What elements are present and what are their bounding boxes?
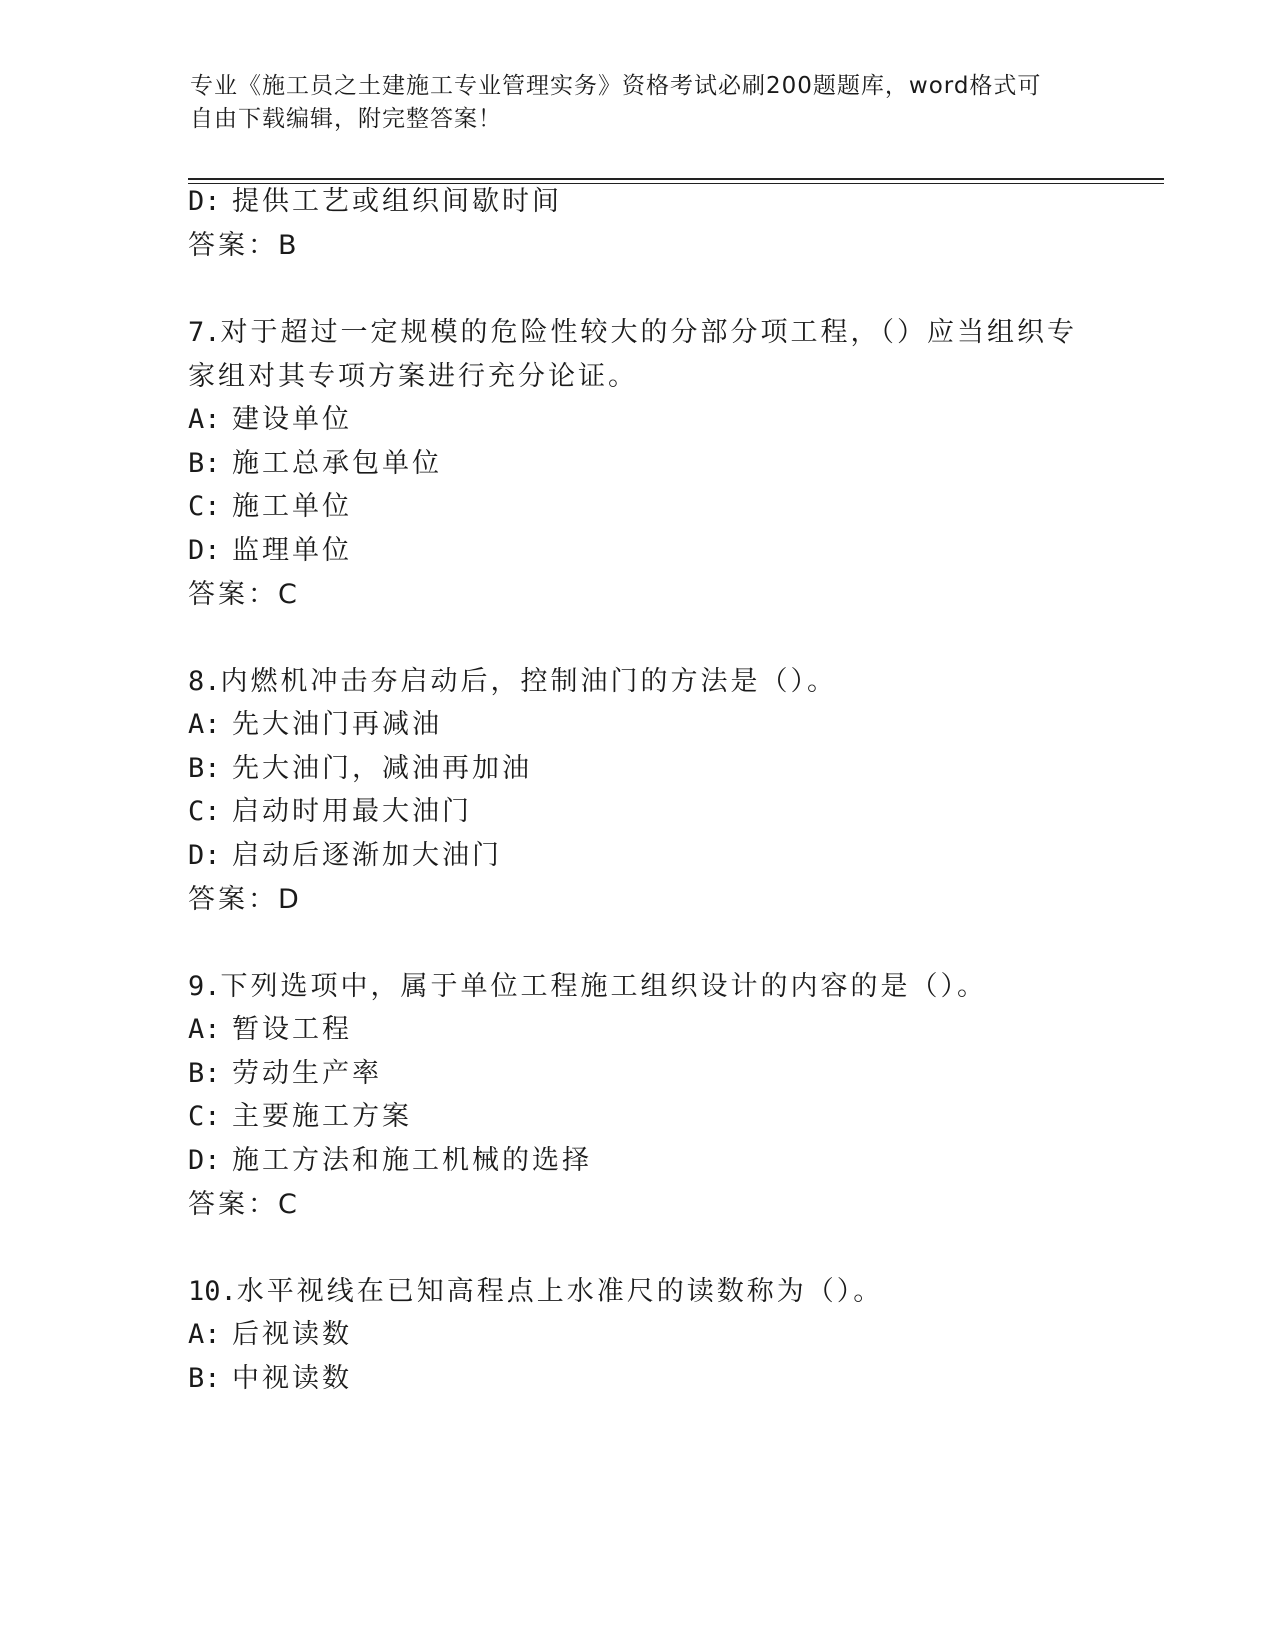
question-number: 10. — [188, 1276, 237, 1307]
option-text: 建设单位 — [232, 404, 352, 435]
option-tag: B: — [188, 1058, 221, 1089]
question-9 — [188, 970, 987, 1004]
question-7-option-d — [188, 534, 352, 568]
option-tag: D: — [188, 535, 221, 566]
option-tag: C: — [188, 491, 221, 522]
option-tag: D: — [188, 186, 221, 217]
header-line-2: 自由下载编辑，附完整答案！ — [190, 106, 502, 132]
header-divider-thick — [188, 178, 1164, 180]
question-7-answer: 答案：C — [188, 579, 300, 610]
option-tag: D: — [188, 1145, 221, 1176]
question-10-option-b — [188, 1362, 352, 1396]
header-divider-thin — [188, 183, 1164, 184]
option-tag: B: — [188, 1363, 221, 1394]
question-7-line-1 — [188, 316, 1077, 350]
option-text: 施工方法和施工机械的选择 — [232, 1145, 592, 1176]
option-text: 主要施工方案 — [232, 1101, 412, 1132]
question-text: 内燃机冲击夯启动后，控制油门的方法是（）。 — [220, 666, 838, 697]
option-text: 启动时用最大油门 — [232, 796, 472, 827]
question-9-answer: 答案：C — [188, 1189, 300, 1220]
question-text: 下列选项中，属于单位工程施工组织设计的内容的是（）。 — [220, 971, 988, 1002]
header-line-1: 专业《施工员之土建施工专业管理实务》资格考试必刷200题题库，word格式可 — [190, 73, 1042, 99]
option-text: 启动后逐渐加大油门 — [232, 840, 502, 871]
option-tag: B: — [188, 448, 221, 479]
option-tag: A: — [188, 404, 221, 435]
option-text: 施工总承包单位 — [232, 448, 442, 479]
option-tag: A: — [188, 1014, 221, 1045]
question-number: 7. — [188, 317, 221, 348]
option-text: 施工单位 — [232, 491, 352, 522]
option-text: 中视读数 — [232, 1363, 352, 1394]
option-text: 监理单位 — [232, 535, 352, 566]
option-tag: B: — [188, 753, 221, 784]
question-9-option-b — [188, 1057, 382, 1091]
question-8-option-c — [188, 795, 472, 829]
question-9-option-d — [188, 1144, 592, 1178]
option-text: 暂设工程 — [232, 1014, 352, 1045]
question-text: 对于超过一定规模的危险性较大的分部分项工程，（）应当组织专 — [220, 317, 1078, 348]
question-8-option-b — [188, 752, 532, 786]
option-tag: C: — [188, 1101, 221, 1132]
question-10 — [188, 1275, 883, 1309]
question-8-option-d — [188, 839, 502, 873]
question-9-option-c — [188, 1100, 412, 1134]
question-text: 水平视线在已知高程点上水准尺的读数称为（）。 — [236, 1276, 884, 1307]
prev-answer: 答案：B — [188, 230, 300, 261]
document-header — [190, 70, 1090, 136]
option-tag: A: — [188, 1319, 221, 1350]
question-8 — [188, 665, 837, 699]
question-8-answer: 答案：D — [188, 884, 302, 915]
question-number: 8. — [188, 666, 221, 697]
option-tag: A: — [188, 709, 221, 740]
option-text: 提供工艺或组织间歇时间 — [232, 186, 562, 217]
question-7-option-a — [188, 403, 352, 437]
option-text: 先大油门，减油再加油 — [232, 753, 532, 784]
option-tag: D: — [188, 840, 221, 871]
question-8-option-a — [188, 708, 442, 742]
option-text: 后视读数 — [232, 1319, 352, 1350]
question-7-option-c — [188, 490, 352, 524]
option-text: 劳动生产率 — [232, 1058, 382, 1089]
option-tag: C: — [188, 796, 221, 827]
question-9-option-a — [188, 1013, 352, 1047]
prev-option-d — [188, 185, 562, 219]
option-text: 先大油门再减油 — [232, 709, 442, 740]
question-7-line-2: 家组对其专项方案进行充分论证。 — [188, 361, 638, 392]
question-number: 9. — [188, 971, 221, 1002]
question-7-option-b — [188, 447, 442, 481]
question-10-option-a — [188, 1318, 352, 1352]
